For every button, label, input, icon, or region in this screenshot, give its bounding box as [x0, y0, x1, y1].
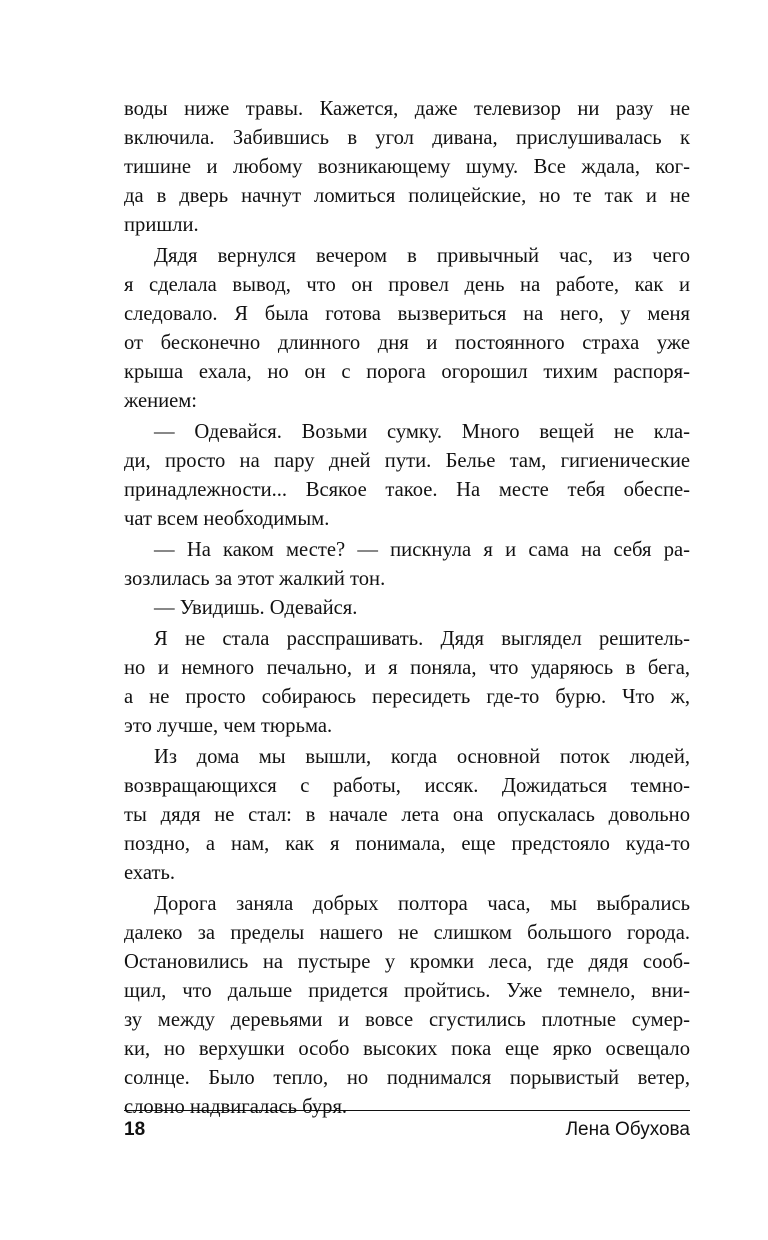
text-line: Дорога заняла добрых полтора часа, мы выбрались: [154, 893, 690, 915]
running-head-author: Лена Обухова: [565, 1119, 690, 1140]
text-line: поздно, а нам, как я понимала, еще предстояло куда-то: [124, 833, 690, 855]
text-line: жением:: [124, 390, 198, 412]
text-line: я сделала вывод, что он провел день на работе, как и: [124, 274, 690, 296]
text-line: а не просто собираюсь пересидеть где-то бурю. Что ж,: [124, 686, 690, 708]
text-line: возвращающихся с работы, иссяк. Дожидаться темно-: [124, 775, 690, 797]
text-line: словно надвигалась буря.: [124, 1096, 348, 1118]
text-line: ки, но верхушки особо высоких пока еще ярко освещало: [124, 1038, 690, 1060]
footer-divider: [124, 1110, 690, 1111]
text-line: принадлежности... Всякое такое. На месте тебя обеспе-: [124, 479, 690, 501]
text-line: Остановились на пустыре у кромки леса, где дядя сооб-: [124, 951, 690, 973]
text-line: от бесконечно длинного дня и постоянного страха уже: [124, 332, 690, 354]
text-line: пришли.: [124, 214, 199, 236]
text-line: включила. Забившись в угол дивана, прислушивалась к: [124, 127, 690, 149]
text-line: чат всем необходимым.: [124, 508, 330, 530]
text-line: ди, просто на пару дней пути. Белье там, гигиенические: [124, 450, 690, 472]
text-line: но и немного печально, и я поняла, что ударяюсь в бега,: [124, 657, 690, 679]
page-number: 18: [124, 1119, 146, 1140]
text-line: — На каком месте? — пискнула я и сама на себя ра-: [154, 539, 690, 561]
text-line: — Одевайся. Возьми сумку. Много вещей не кла-: [154, 421, 690, 443]
text-line: Дядя вернулся вечером в привычный час, из чего: [154, 245, 690, 267]
text-line: зу между деревьями и вовсе сгустились плотные сумер-: [124, 1009, 690, 1031]
text-line: Я не стала расспрашивать. Дядя выглядел решитель-: [154, 628, 690, 650]
text-line: солнце. Было тепло, но поднимался порывистый ветер,: [124, 1067, 690, 1089]
text-line: ехать.: [124, 862, 176, 884]
text-line: зозлилась за этот жалкий тон.: [124, 568, 386, 590]
text-line: — Увидишь. Одевайся.: [154, 597, 358, 619]
text-line: тишине и любому возникающему шуму. Все ждала, ког-: [124, 156, 690, 178]
text-line: далеко за пределы нашего не слишком большого города.: [124, 922, 690, 944]
text-line: Из дома мы вышли, когда основной поток людей,: [154, 746, 690, 768]
text-line: щил, что дальше придется пройтись. Уже темнело, вни-: [124, 980, 690, 1002]
text-line: ты дядя не стал: в начале лета она опускалась довольно: [124, 804, 690, 826]
text-line: да в дверь начнут ломиться полицейские, но те так и не: [124, 185, 690, 207]
text-line: крыша ехала, но он с порога огорошил тихим распоря-: [124, 361, 690, 383]
text-line: это лучше, чем тюрьма.: [124, 715, 333, 737]
page-footer: [124, 1117, 690, 1143]
text-line: следовало. Я была готова вызвериться на него, у меня: [124, 303, 690, 325]
body-text: [124, 95, 690, 1122]
text-line: воды ниже травы. Кажется, даже телевизор ни разу не: [124, 98, 690, 120]
